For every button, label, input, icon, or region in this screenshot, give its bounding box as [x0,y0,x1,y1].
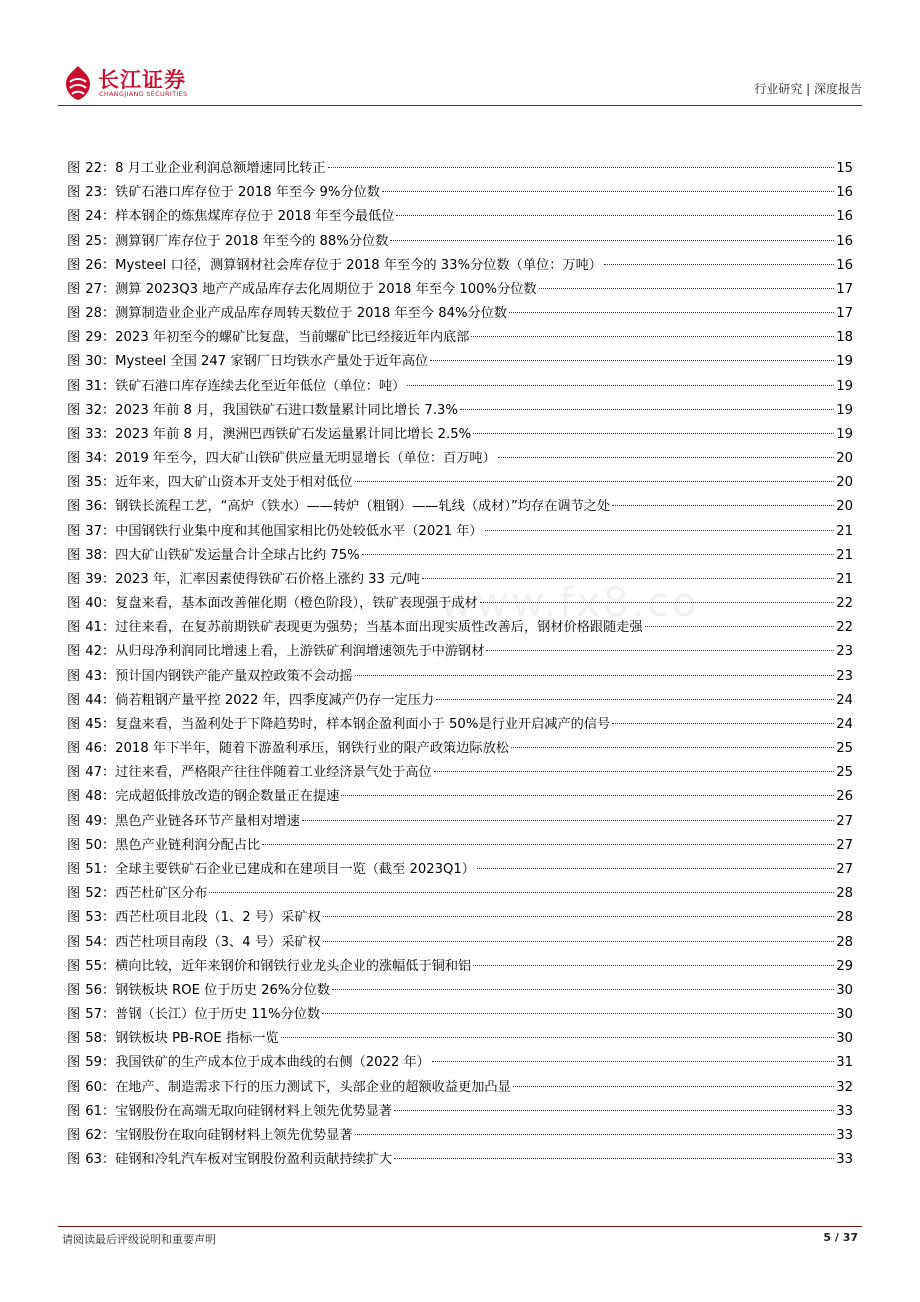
toc-entry-title: 钢铁板块 PB-ROE 指标一览 [115,1031,279,1047]
toc-entry-number: 55： [85,958,116,974]
toc-entry-leader [473,432,834,434]
toc-entry-page: 28 [836,934,853,950]
toc-entry-title: 2023 年前 8 月，我国铁矿石进口数量累计同比增长 7.3% [115,402,458,418]
toc-entry-title: 2023 年初至今的螺矿比复盘，当前螺矿比已经接近年内底部 [115,330,470,346]
logo-mark-icon [62,64,94,102]
toc-entry[interactable] [67,1003,853,1027]
toc-entry-prefix: 图 [67,886,81,902]
toc-entry-title: Mysteel 全国 247 家钢厂日均铁水产量处于近年高位 [115,354,429,370]
logo-name: 长江证券 [98,68,186,92]
toc-entry-page: 21 [836,571,853,587]
toc-entry-number: 61： [85,1103,116,1119]
toc-entry-prefix: 图 [67,1103,81,1119]
toc-entry-page: 17 [836,281,853,297]
toc-entry-leader [612,504,834,506]
toc-entry-prefix: 图 [67,620,81,636]
toc-entry-page: 32 [836,1079,853,1095]
toc-entry-prefix: 图 [67,765,81,781]
toc-entry-page: 19 [836,378,853,394]
toc-entry-page: 31 [836,1055,853,1071]
toc-entry-page: 25 [836,741,853,757]
toc-entry-page: 16 [836,233,853,249]
toc-entry[interactable] [67,568,853,592]
toc-entry-page: 33 [836,1127,853,1143]
toc-entry-prefix: 图 [67,233,81,249]
toc-entry-leader [612,722,834,724]
toc-entry-prefix: 图 [67,982,81,998]
toc-entry[interactable] [67,906,853,930]
toc-entry[interactable] [67,834,853,858]
toc-entry[interactable] [67,302,853,326]
footer-divider [58,1226,862,1227]
toc-entry-leader [328,166,835,168]
toc-entry-page: 21 [836,523,853,539]
toc-entry-prefix: 图 [67,861,81,877]
toc-entry[interactable] [67,640,853,664]
toc-entry[interactable] [67,157,853,181]
toc-entry-title: 2023 年，汇率因素使得铁矿石价格上涨约 33 元/吨 [115,571,420,587]
toc-entry-number: 38： [85,547,116,563]
toc-entry-title: 样本钢企的炼焦煤库存位于 2018 年至今最低位 [115,209,395,225]
toc-entry-prefix: 图 [67,1055,81,1071]
toc-entry-page: 30 [836,982,853,998]
footer-disclaimer: 请阅读最后评级说明和重要声明 [62,1233,216,1246]
toc-entry-number: 62： [85,1127,116,1143]
toc-entry-prefix: 图 [67,644,81,660]
toc-entry-title: 铁矿石港口库存位于 2018 年至今 9%分位数 [115,185,381,201]
toc-entry-leader [323,940,834,942]
toc-entry-prefix: 图 [67,1007,81,1023]
toc-entry-prefix: 图 [67,1127,81,1143]
toc-entry-title: 从归母净利润同比增速上看，上游铁矿利润增速领先于中游钢材 [115,644,485,660]
toc-entry-leader [407,384,834,386]
toc-entry-leader [434,770,835,772]
toc-entry-leader [485,529,835,531]
toc-entry-title: 西芒杜项目北段（1、2 号）采矿权 [115,910,321,926]
toc-entry-title: 宝钢股份在取向硅钢材料上领先优势显著 [115,1127,353,1143]
toc-entry-leader [382,190,834,192]
page-number: 5 / 37 [823,1231,858,1244]
toc-entry[interactable] [67,761,853,785]
toc-entry[interactable] [67,882,853,906]
toc-entry[interactable] [67,665,853,689]
toc-entry[interactable] [67,254,853,278]
toc-entry-prefix: 图 [67,1152,81,1168]
toc-entry-leader [539,287,835,289]
toc-entry-leader [394,1109,834,1111]
toc-entry-number: 26： [85,257,116,273]
toc-entry-page: 27 [836,861,853,877]
toc-entry-number: 47： [85,765,116,781]
toc-entry-number: 22： [85,161,116,176]
toc-entry-title: 8 月工业企业利润总额增速同比转正 [115,161,326,176]
toc-entry[interactable] [67,1027,853,1051]
toc-entry-page: 16 [836,209,853,225]
toc-entry-page: 24 [836,716,853,732]
toc-entry-number: 33： [85,426,116,442]
toc-entry-leader [341,794,834,796]
toc-entry-page: 33 [836,1103,853,1119]
toc-entry-prefix: 图 [67,499,81,515]
toc-entry[interactable] [67,785,853,809]
toc-entry[interactable] [67,447,853,471]
toc-entry[interactable] [67,375,853,399]
toc-entry-page: 20 [836,451,853,467]
toc-entry-title: 测算钢厂库存位于 2018 年至今的 88%分位数 [115,233,389,249]
report-category: 行业研究 | 深度报告 [754,82,862,96]
toc-entry-prefix: 图 [67,668,81,684]
toc-entry[interactable] [67,230,853,254]
toc-entry[interactable] [67,810,853,834]
toc-entry-title: 黑色产业链利润分配占比 [115,837,261,853]
toc-entry-title: 我国铁矿的生产成本位于成本曲线的右侧（2022 年） [115,1055,430,1071]
toc-entry-number: 23： [85,185,116,201]
toc-entry-title: 近年来，四大矿山资本开支处于相对低位 [115,475,353,491]
toc-entry-leader [513,1085,834,1087]
toc-entry-leader [281,1036,835,1038]
logo-subtitle: CHANGJIANG SECURITIES [99,90,188,98]
toc-entry[interactable] [67,205,853,229]
toc-entry-title: 钢铁板块 ROE 位于历史 26%分位数 [115,982,330,998]
toc-entry-prefix: 图 [67,1079,81,1095]
watermark: www.fx8.co [440,580,700,626]
toc-entry[interactable] [67,858,853,882]
toc-entry[interactable] [67,689,853,713]
toc-entry-page: 19 [836,426,853,442]
toc-entry-number: 27： [85,281,116,297]
toc-entry[interactable] [67,495,853,519]
toc-entry-number: 46： [85,741,116,757]
toc-entry[interactable] [67,1076,853,1100]
toc-entry-number: 53： [85,910,116,926]
toc-entry-prefix: 图 [67,596,81,612]
toc-entry-prefix: 图 [67,281,81,297]
toc-entry-leader [390,239,834,241]
toc-entry-number: 48： [85,789,116,805]
toc-entry-page: 24 [836,692,853,708]
toc-entry-prefix: 图 [67,813,81,829]
toc-entry-title: 宝钢股份在高端无取向硅钢材料上领先优势显著 [115,1103,393,1119]
toc-entry-number: 25： [85,233,116,249]
toc-entry-title: 全球主要铁矿石企业已建成和在建项目一览（截至 2023Q1） [115,861,475,877]
toc-entry-number: 28： [85,306,116,322]
toc-entry[interactable] [67,955,853,979]
toc-entry-title: 预计国内钢铁产能产量双控政策不会动摇 [115,668,353,684]
toc-entry-prefix: 图 [67,354,81,370]
toc-entry-number: 29： [85,330,116,346]
toc-entry-title: 铁矿石港口库存连续去化至近年低位（单位：吨） [115,378,406,394]
toc-entry-prefix: 图 [67,741,81,757]
toc-entry-page: 19 [836,354,853,370]
toc-entry-page: 16 [836,257,853,273]
toc-entry-prefix: 图 [67,523,81,539]
toc-entry[interactable] [67,326,853,350]
figure-toc-list [67,157,853,1172]
toc-entry-leader [498,456,834,458]
toc-entry-leader [480,601,834,603]
header-divider [58,105,862,106]
toc-entry-page: 20 [836,499,853,515]
toc-entry-leader [262,843,834,845]
toc-entry-number: 39： [85,571,116,587]
toc-entry-leader [511,746,834,748]
toc-entry-number: 63： [85,1152,116,1168]
toc-entry-number: 42： [85,644,116,660]
toc-entry-number: 58： [85,1031,116,1047]
toc-entry-title: 过往来看，在复苏前期铁矿表现更为强势；当基本面出现实质性改善后，钢材价格跟随走强 [115,620,643,636]
toc-entry[interactable] [67,471,853,495]
toc-entry-page: 17 [836,306,853,322]
toc-entry-leader [604,263,834,265]
toc-entry[interactable] [67,1100,853,1124]
toc-entry-prefix: 图 [67,571,81,587]
toc-entry-prefix: 图 [67,378,81,394]
toc-entry-page: 26 [836,789,853,805]
toc-entry-prefix: 图 [67,185,81,201]
toc-entry-prefix: 图 [67,692,81,708]
toc-entry-page: 22 [836,596,853,612]
toc-entry-leader [302,819,834,821]
toc-entry-page: 28 [836,910,853,926]
toc-entry-prefix: 图 [67,934,81,950]
toc-entry[interactable] [67,350,853,374]
toc-entry-prefix: 图 [67,547,81,563]
toc-entry-number: 31： [85,378,116,394]
toc-entry-leader [436,698,834,700]
toc-entry[interactable] [67,399,853,423]
page-header [58,62,862,102]
toc-entry-title: 2019 年至今，四大矿山铁矿供应量无明显增长（单位：百万吨） [115,451,496,467]
toc-entry-prefix: 图 [67,257,81,273]
toc-entry-page: 23 [836,644,853,660]
toc-entry-title: 复盘来看，基本面改善催化期（橙色阶段），铁矿表现强于成材 [115,596,478,612]
toc-entry-prefix: 图 [67,475,81,491]
toc-entry-title: 倘若粗钢产量平控 2022 年，四季度减产仍存一定压力 [115,692,435,708]
toc-entry[interactable] [67,931,853,955]
toc-entry-page: 28 [836,886,853,902]
toc-entry-prefix: 图 [67,1031,81,1047]
toc-entry-prefix: 图 [67,910,81,926]
toc-entry-leader [460,408,834,410]
toc-entry-number: 43： [85,668,116,684]
toc-entry-prefix: 图 [67,330,81,346]
toc-entry-prefix: 图 [67,958,81,974]
toc-entry-page: 29 [836,958,853,974]
toc-entry-leader [473,964,834,966]
toc-entry-leader [332,988,834,990]
toc-entry-title: 在地产、制造需求下行的压力测试下，头部企业的超额收益更加凸显 [115,1079,511,1095]
toc-entry-title: 2023 年前 8 月，澳洲巴西铁矿石发运量累计同比增长 2.5% [115,426,472,442]
toc-entry-title: 复盘来看，当盈利处于下降趋势时，样本钢企盈利面小于 50%是行业开启减产的信号 [115,716,611,732]
toc-entry-page: 23 [836,668,853,684]
toc-entry-number: 56： [85,982,116,998]
toc-entry-page: 21 [836,547,853,563]
toc-entry-leader [322,1012,834,1014]
toc-entry-leader [645,625,835,627]
toc-entry-title: 过往来看，严格限产往往伴随着工业经济景气处于高位 [115,765,432,781]
toc-entry-leader [323,915,834,917]
toc-entry[interactable] [67,592,853,616]
toc-entry-leader [486,649,834,651]
toc-entry[interactable] [67,520,853,544]
toc-entry-page: 16 [836,185,853,201]
toc-entry-title: 横向比较，近年来钢价和钢铁行业龙头企业的涨幅低于铜和铝 [115,958,472,974]
toc-entry-prefix: 图 [67,402,81,418]
toc-entry-leader [209,891,834,893]
toc-entry-page: 33 [836,1152,853,1168]
toc-entry-number: 51： [85,861,116,877]
toc-entry-leader [355,480,835,482]
toc-entry-number: 54： [85,934,116,950]
toc-entry-title: 测算制造业企业产成品库存周转天数位于 2018 年至今 84%分位数 [115,306,508,322]
toc-entry-number: 37： [85,523,116,539]
toc-entry-leader [396,214,834,216]
toc-entry-page: 27 [836,813,853,829]
toc-entry-leader [355,674,835,676]
toc-entry-title: Mysteel 口径，测算钢材社会库存位于 2018 年至今的 33%分位数（单位：万吨） [115,257,602,273]
toc-entry-title: 中国钢铁行业集中度和其他国家相比仍处较低水平（2021 年） [115,523,483,539]
toc-entry[interactable] [67,544,853,568]
toc-entry-page: 30 [836,1007,853,1023]
toc-entry-title: 西芒杜矿区分布 [115,886,208,902]
toc-entry-page: 19 [836,402,853,418]
toc-entry-leader [394,1157,834,1159]
toc-entry-leader [432,1060,834,1062]
toc-entry[interactable] [67,1051,853,1075]
toc-entry-title: 2018 年下半年，随着下游盈利承压，钢铁行业的限产政策边际放松 [115,741,509,757]
toc-entry-prefix: 图 [67,716,81,732]
toc-entry-number: 49： [85,813,116,829]
toc-entry[interactable] [67,278,853,302]
toc-entry-leader [355,1133,835,1135]
toc-entry-number: 57： [85,1007,116,1023]
toc-entry-title: 测算 2023Q3 地产产成品库存去化周期位于 2018 年至今 100%分位数 [115,281,537,297]
toc-entry-number: 50： [85,837,116,853]
toc-entry-number: 34： [85,451,116,467]
toc-entry-prefix: 图 [67,209,81,225]
company-logo [62,64,212,102]
toc-entry-prefix: 图 [67,451,81,467]
toc-entry-prefix: 图 [67,161,81,176]
toc-entry[interactable] [67,1148,853,1172]
toc-entry-leader [477,867,834,869]
toc-entry-page: 18 [836,330,853,346]
toc-entry-title: 钢铁长流程工艺，“高炉（铁水）——转炉（粗钢）——轧线（成材）”均存在调节之处 [115,499,611,515]
toc-entry-title: 完成超低排放改造的钢企数量正在提速 [115,789,340,805]
toc-entry-leader [509,311,834,313]
toc-entry-prefix: 图 [67,789,81,805]
toc-entry[interactable] [67,713,853,737]
toc-entry-number: 36： [85,499,116,515]
toc-entry-leader [362,553,835,555]
toc-entry-page: 27 [836,837,853,853]
toc-entry-page: 20 [836,475,853,491]
toc-entry-page: 15 [836,161,853,176]
toc-entry-title: 黑色产业链各环节产量相对增速 [115,813,300,829]
toc-entry-number: 40： [85,596,116,612]
toc-entry[interactable] [67,1124,853,1148]
toc-entry-title: 四大矿山铁矿发运量合计全球占比约 75% [115,547,360,563]
toc-entry-number: 52： [85,886,116,902]
toc-entry[interactable] [67,979,853,1003]
toc-entry-number: 60： [85,1079,116,1095]
toc-entry-title: 普钢（长江）位于历史 11%分位数 [115,1007,321,1023]
toc-entry-prefix: 图 [67,426,81,442]
toc-entry[interactable] [67,616,853,640]
toc-entry-number: 45： [85,716,116,732]
toc-entry-number: 35： [85,475,116,491]
toc-entry[interactable] [67,181,853,205]
toc-entry-number: 41： [85,620,116,636]
toc-entry[interactable] [67,737,853,761]
toc-entry-title: 西芒杜项目南段（3、4 号）采矿权 [115,934,321,950]
toc-entry-number: 59： [85,1055,116,1071]
toc-entry-leader [422,577,834,579]
toc-entry-leader [430,359,834,361]
toc-entry-page: 30 [836,1031,853,1047]
toc-entry-number: 24： [85,209,116,225]
toc-entry[interactable] [67,423,853,447]
toc-entry-prefix: 图 [67,306,81,322]
toc-entry-title: 硅钢和冷轧汽车板对宝钢股份盈利贡献持续扩大 [115,1152,393,1168]
toc-entry-number: 30： [85,354,116,370]
toc-entry-page: 22 [836,620,853,636]
toc-entry-number: 44： [85,692,116,708]
toc-entry-page: 25 [836,765,853,781]
toc-entry-leader [471,335,834,337]
toc-entry-number: 32： [85,402,116,418]
toc-entry-prefix: 图 [67,837,81,853]
